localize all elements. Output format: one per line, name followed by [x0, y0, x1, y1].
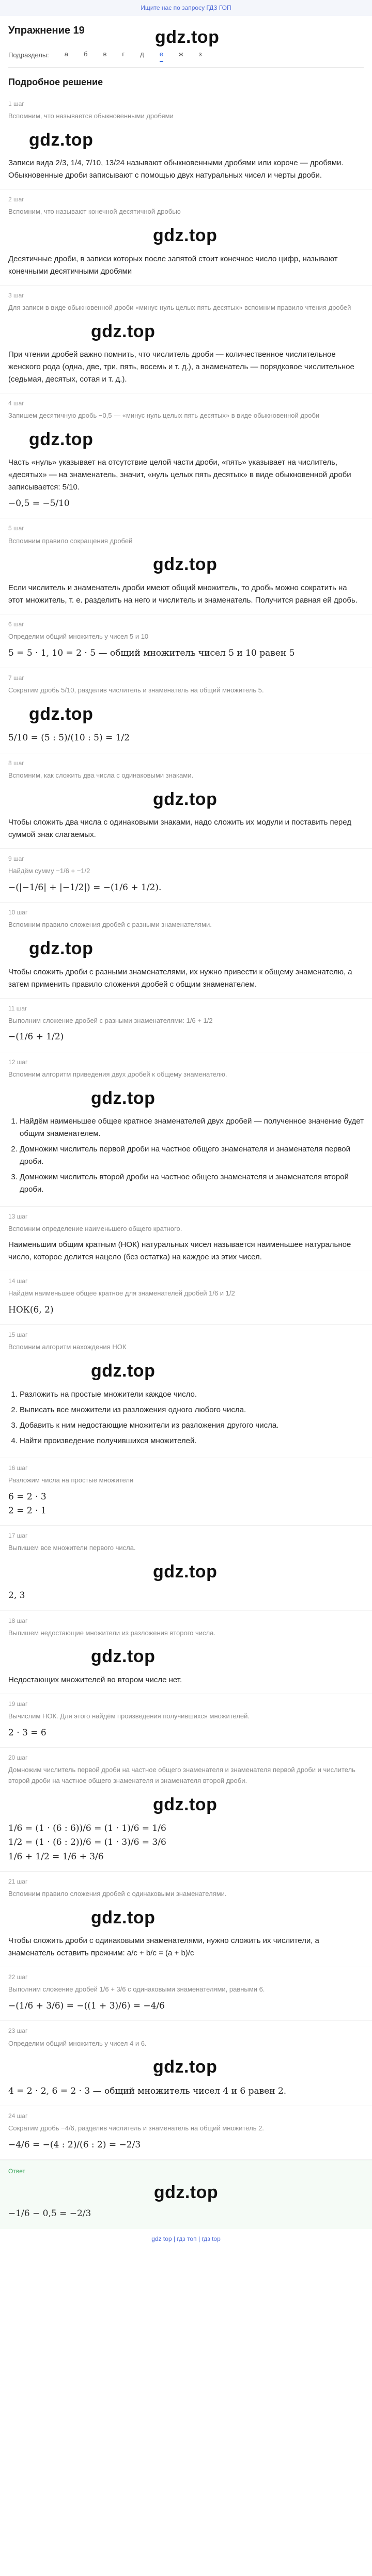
tab-5[interactable]: д [140, 50, 144, 58]
step-formula: 5 = 5 · 1, 10 = 2 · 5 — общий множитель чисел 5 и 10 равен 5 [8, 647, 295, 658]
solution-step [0, 849, 372, 903]
step-text: Записи вида 2/3, 1/4, 7/10, 13/24 называют обыкновенными дробями или короче — дробями. Обыкновенные дроби записывают с помощью двух натуральных чисел и черты дроби. [8, 159, 344, 180]
step-label: 10 шаг [8, 909, 28, 916]
step-label: 22 шаг [8, 1973, 28, 1981]
step-formula: 4 = 2 · 2, 6 = 2 · 3 — общий множитель чисел 4 и 6 равен 2. [8, 2085, 287, 2096]
solution-step [0, 753, 372, 849]
step-hint: Запишем десятичную дробь −0,5 — «минус нуль целых пять десятых» в виде обыкновенной дроби [8, 412, 320, 420]
step-hint: Домножим числитель первой дроби на частное общего знаменателя и знаменателя первой дроби и числитель второй дроби на частное общего знаменателя и знаменателя второй дроби. [8, 1766, 355, 1785]
section-title: Подробное решение [8, 76, 103, 87]
solution-step [0, 1325, 372, 1458]
list-item: 2. Выписать все множители из разложения одного любого числа. [20, 1404, 364, 1416]
list-item: 1. Разложить на простые множители каждое число. [20, 1388, 364, 1401]
step-hint: Вспомним, что называется обыкновенными дробями [8, 112, 174, 120]
header [0, 16, 372, 48]
tab-1[interactable]: а [64, 50, 69, 58]
watermark-logo: gdz.top [29, 939, 94, 959]
watermark-logo: gdz.top [153, 1794, 218, 1814]
list-item: 2. Домножим числитель первой дроби на частное общего знаменателя и знаменателя первой дроби. [20, 1143, 364, 1168]
tab-4[interactable]: г [122, 50, 125, 58]
list-item: 4. Найти произведение получившихся множителей. [20, 1435, 364, 1447]
step-hint: Выпишем недостающие множители из разложения второго числа. [8, 1629, 215, 1637]
solution-step [0, 286, 372, 393]
solution-step [0, 2021, 372, 2106]
step-label: 3 шаг [8, 291, 24, 299]
step-hint: Для записи в виде обыкновенной дроби «минус нуль целых пять десятых» вспомним правило чтения дробей [8, 303, 351, 311]
watermark-logo: gdz.top [153, 2057, 218, 2077]
step-hint: Вспомним алгоритм приведения двух дробей к общему знаменателю. [8, 1070, 227, 1078]
tab-3[interactable]: в [103, 50, 107, 58]
solution-step [0, 189, 372, 285]
watermark-logo: gdz.top [91, 1361, 156, 1381]
solution-step [0, 1611, 372, 1694]
answer-block [0, 2160, 372, 2229]
watermark-logo: gdz.top [153, 226, 218, 246]
step-label: 17 шаг [8, 1531, 28, 1539]
step-hint: Найдём наименьшее общее кратное для знаменателей дробей 1/6 и 1/2 [8, 1289, 235, 1298]
step-hint: Вспомним правило сокращения дробей [8, 536, 133, 545]
step-label: 8 шаг [8, 759, 24, 767]
list-item: 1. Найдём наименьшее общее кратное знаменателей двух дробей — полученное значение будет общим знаменателем. [20, 1115, 364, 1140]
step-formula: 2, 3 [8, 1590, 25, 1601]
step-text: Чтобы сложить дроби с разными знаменателями, их нужно привести к общему знаменателю, а затем применить правило сложения дробей с общим знаменателем. [8, 967, 352, 989]
step-label: 13 шаг [8, 1213, 28, 1221]
step-label: 11 шаг [8, 1004, 27, 1012]
step-hint: Сократим дробь −4/6, разделив числитель и знаменатель на общий множитель 2. [8, 2124, 264, 2132]
steps-list [0, 94, 372, 2160]
step-formula: 2 · 3 = 6 [8, 1727, 47, 1738]
step-formula: −(|−1/6| + |−1/2|) = −(1/6 + 1/2). [8, 882, 162, 893]
step-label: 24 шаг [8, 2112, 28, 2120]
solution-step [0, 1207, 372, 1271]
solution-step [0, 94, 372, 189]
tab-7[interactable]: ж [178, 50, 183, 58]
step-label: 2 шаг [8, 196, 24, 203]
step-label: 6 шаг [8, 620, 24, 628]
step-label: 14 шаг [8, 1277, 28, 1285]
step-formula: 6 = 2 · 3 2 = 2 · 1 [8, 1491, 47, 1516]
step-list [8, 1388, 364, 1447]
solution-step [0, 1748, 372, 1872]
step-label: 1 шаг [8, 100, 24, 107]
solution-step [0, 668, 372, 753]
step-label: 7 шаг [8, 674, 24, 682]
watermark-logo: gdz.top [91, 1647, 156, 1667]
step-label: 16 шаг [8, 1464, 28, 1472]
step-formula: −(1/6 + 3/6) = −((1 + 3)/6) = −4/6 [8, 2001, 165, 2012]
step-text: При чтении дробей важно помнить, что числитель дроби — количественное числительное женского рода (одна, две, три, пять, восемь и т. д.), а знаменатель — порядковое числительное (седьмая, десятых, сотая и т. д.). [8, 350, 354, 384]
solution-step [0, 1458, 372, 1526]
step-hint: Вспомним определение наименьшего общего кратного. [8, 1225, 182, 1233]
solution-step [0, 518, 372, 614]
step-text: Десятичные дроби, в записи которых после запятой стоит конечное число цифр, называют конечными десятичными дробями [8, 254, 338, 276]
solution-step [0, 2106, 372, 2160]
watermark-logo: gdz.top [153, 1561, 218, 1582]
watermark-logo: gdz.top [29, 130, 94, 150]
solution-step [0, 1694, 372, 1748]
step-text: Недостающих множителей во втором числе нет. [8, 1675, 182, 1684]
step-hint: Определим общий множитель у чисел 5 и 10 [8, 633, 149, 641]
step-formula: −4/6 = −(4 : 2)/(6 : 2) = −2/3 [8, 2139, 141, 2150]
step-text: Чтобы сложить дроби с одинаковыми знаменателями, нужно сложить их числители, а знаменатель оставить прежним: a/c + b/c = (a + b)/c [8, 1936, 319, 1958]
list-item: 3. Добавить к ним недостающие множители из разложения другого числа. [20, 1419, 364, 1432]
watermark-logo: gdz.top [29, 429, 94, 449]
answer-formula: −1/6 − 0,5 = −2/3 [8, 2208, 91, 2219]
step-formula: 1/6 = (1 · (6 : 6))/6 = (1 · 1)/6 = 1/6 1/2 = (1 · (6 : 2))/6 = (1 · 3)/6 = 3/6 1/6 + 1/2 = 1/6 + 3/6 [8, 1823, 166, 1862]
step-hint: Выпишем все множители первого числа. [8, 1544, 136, 1552]
step-label: 12 шаг [8, 1058, 28, 1066]
step-hint: Найдём сумму −1/6 + −1/2 [8, 867, 90, 875]
solution-step [0, 1526, 372, 1611]
divider [8, 67, 364, 68]
step-hint: Вычислим НОК. Для этого найдём произведения получившихся множителей. [8, 1712, 250, 1720]
watermark-logo: gdz.top [153, 2183, 219, 2203]
step-hint: Вспомним правило сложения дробей с одинаковыми знаменателями. [8, 1889, 227, 1898]
step-hint: Выполним сложение дробей 1/6 + 3/6 с одинаковыми знаменателями, равными 6. [8, 1985, 265, 1994]
step-label: 21 шаг [8, 1877, 28, 1885]
step-hint: Выполним сложение дробей с разными знаменателями: 1/6 + 1/2 [8, 1016, 213, 1024]
step-label: 4 шаг [8, 399, 24, 407]
step-label: 23 шаг [8, 2027, 28, 2035]
solution-step [0, 1271, 372, 1325]
solution-step [0, 393, 372, 519]
step-formula: −0,5 = −5/10 [8, 498, 70, 509]
tab-6[interactable]: е [160, 49, 163, 62]
step-formula: 5/10 = (5 : 5)/(10 : 5) = 1/2 [8, 733, 130, 744]
step-text: Чтобы сложить два числа с одинаковыми знаками, надо сложить их модули и поставить перед суммой знак слагаемых. [8, 817, 352, 839]
watermark-logo: gdz.top [91, 321, 156, 341]
step-text: Если числитель и знаменатель дроби имеют общий множитель, то дробь можно сократить на этот множитель, т. е. разделить на него и числитель и знаменатель. Получится равная ей дробь. [8, 583, 358, 605]
subsections-label: Подразделы: [8, 51, 49, 59]
solution-step [0, 1052, 372, 1207]
solution-step [0, 614, 372, 668]
tab-2[interactable]: б [84, 50, 88, 58]
step-list [8, 1115, 364, 1196]
step-label: 9 шаг [8, 855, 24, 862]
step-text: Часть «нуль» указывает на отсутствие целой части дроби, «пять» указывает на числитель, «десятых» — на знаменатель, значит, «нуль целых пять десятых» в виде обыкновенной дроби записывается: 5/10. [8, 458, 351, 492]
watermark-logo: gdz.top [153, 789, 218, 809]
page-title: Упражнение 19 [8, 25, 85, 37]
list-item: 3. Домножим числитель второй дроби на частное общего знаменателя и знаменателя второй дроби. [20, 1171, 364, 1196]
answer-label: Ответ [8, 2168, 25, 2175]
watermark-logo: gdz.top [155, 27, 220, 48]
step-hint: Разложим числа на простые множители [8, 1476, 134, 1484]
watermark-logo: gdz.top [91, 1907, 156, 1927]
solution-step [0, 999, 372, 1052]
watermark-logo: gdz.top [91, 1088, 156, 1108]
watermark-logo: gdz.top [153, 555, 218, 575]
step-hint: Вспомним правило сложения дробей с разными знаменателями. [8, 921, 212, 929]
step-hint: Вспомним, что называют конечной десятичной дробью [8, 208, 181, 216]
step-formula: −(1/6 + 1/2) [8, 1032, 64, 1042]
step-hint: Сократим дробь 5/10, разделив числитель и знаменатель на общий множитель 5. [8, 686, 264, 694]
step-hint: Вспомним, как сложить два числа с одинаковыми знаками. [8, 771, 194, 779]
step-hint: Вспомним алгоритм нахождения НОК [8, 1343, 127, 1351]
step-label: 20 шаг [8, 1754, 28, 1762]
step-text: Наименьшим общим кратным (НОК) натуральных чисел называется наименьшее натуральное число, которое делится нацело (без остатка) на каждое из этих чисел. [8, 1240, 351, 1262]
search-banner[interactable]: Ищите нас по запросу ГДЗ ГОП [0, 0, 372, 16]
step-hint: Определим общий множитель у чисел 4 и 6. [8, 2039, 147, 2047]
step-label: 19 шаг [8, 1700, 28, 1708]
solution-step [0, 1967, 372, 2021]
solution-step [0, 1872, 372, 1967]
step-formula: НОК(6, 2) [8, 1305, 54, 1316]
solution-step [0, 903, 372, 998]
step-label: 15 шаг [8, 1331, 28, 1339]
footer-links[interactable]: gdz top | гдз топ | гдз top [151, 2235, 221, 2242]
step-label: 18 шаг [8, 1617, 28, 1624]
step-label: 5 шаг [8, 525, 24, 532]
tab-8[interactable]: з [198, 50, 202, 58]
watermark-logo: gdz.top [29, 704, 94, 724]
